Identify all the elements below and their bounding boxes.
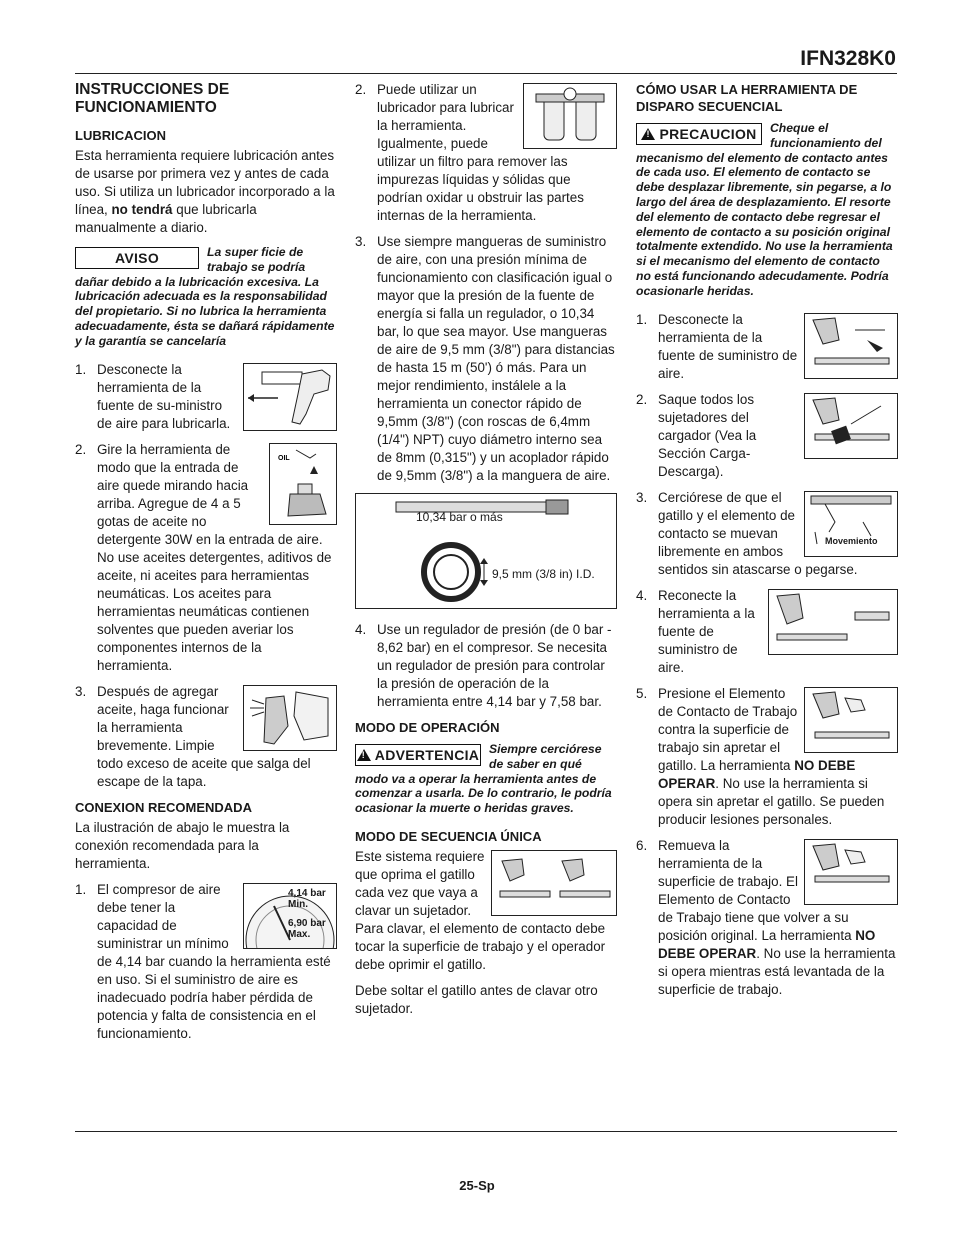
lubrication-paragraph: Esta herramienta requiere lubricación antes de usarse por primera vez y antes de cada uso. Si utiliza un lubricador incorporado a la línea, no tendrá que lubricarla manualmente a diario. (75, 148, 335, 235)
reconnect-figure (768, 589, 898, 655)
precaucion-badge: ! PRECAUCION (636, 123, 762, 145)
model-number: IFN328K0 (800, 47, 896, 70)
list-item: 3. Movemiento Cerciórese de que el gatillo y el elemento de contacto se muevan libremente en ambos sentidos sin atascarse o pegarse. (636, 489, 898, 579)
operation-mode-heading: MODO DE OPERACIÓN (355, 720, 500, 735)
section-title: INSTRUCCIONES DE FUNCIONAMIENTO (75, 81, 230, 116)
lift-tool-figure (804, 839, 898, 905)
movement-figure: Movemiento (804, 491, 898, 557)
column-3 (636, 81, 898, 1007)
column-1 (75, 81, 337, 1051)
svg-text:OIL: OIL (278, 454, 290, 462)
lubrication-heading: LUBRICACION (75, 128, 166, 143)
connection-steps (75, 881, 337, 1043)
warning-icon (641, 128, 655, 140)
single-sequence-paragraph: Este sistema requiere que oprima el gatillo cada vez que vaya a clavar un sujetador. Para clavar, el elemento de contacto debe tocar la superficie de trabajo y el operador debe oprimir el gatillo. (355, 848, 617, 974)
filter-lubricator-figure (523, 83, 617, 149)
list-item: 2. OIL Gire la herramienta de modo que la entrada de aire quede mirando hacia arriba. Agregue de 4 a 5 gotas de aceite no detergente 30W en la entrada de aire. No use aceites detergentes, aditivos de aceite, ni aceites para herramientas neumáticas. Los aceites para herramientas neumáticas contienen solventes que pueden averiar los componentes internos de la herramienta. (75, 441, 337, 675)
run-tool-figure (243, 685, 337, 751)
list-item: 2. Puede utilizar un lubricador para lubricar la herramienta. Igualmente, puede utilizar un filtro para remover las impurezas líquidas y sólidas que podrían oxidar u obstruir las partes internas de la herramienta. (355, 81, 617, 225)
lubrication-steps (75, 361, 337, 791)
aviso-notice: AVISO La super ficie de trabajo se podría dañar debido a la lubricación excesiva. La lubricación adecuada es la responsabilidad del propietario. Si no lubrica la herramienta adecuadamente, ésta se dañará rápidamente y la garantía se cancelaría (75, 245, 335, 348)
hose-figure (355, 493, 617, 609)
list-item: 6. Remueva la herramienta de la superficie de trabajo. El Elemento de Contacto de Trabajo tiene que volver a su posición original. La herramienta NO DEBE OPERAR. No use la herramienta si opera mientras está levantada de la superficie de trabajo. (636, 837, 898, 999)
aviso-badge: AVISO (75, 247, 199, 269)
sequential-steps (636, 311, 898, 999)
list-item: 3. Después de agregar aceite, haga funcionar la herramienta brevemente. Limpie todo exceso de aceite que salga del escape de la tapa. (75, 683, 337, 791)
list-item: 4. Use un regulador de presión (de 0 bar - 8,62 bar) en el compresor. Se necesita un regulador de presión para controlar la presión de operación de la herramienta entre 4,14 bar y 7,58 bar. (355, 622, 612, 709)
advertencia-notice: ! ADVERTENCIA Siempre cerciórese de saber en qué modo va a operar la herramienta antes de comenzar a usarla. De lo contrario, le podría ocasionar la muerte o heridas graves. (355, 742, 617, 816)
bottom-rule (75, 1131, 897, 1132)
warning-icon (357, 749, 371, 761)
connection-heading: CONEXION RECOMENDADA (75, 799, 252, 815)
disconnect-figure (243, 363, 337, 431)
list-item: 1. Desconecte la herramienta de la fuente de suministro de aire. (636, 311, 898, 383)
list-item: 1. 4,14 bar Min. 6,90 bar Max. El compresor de aire debe tener la capacidad de suministrar un mínimo de 4,14 bar cuando la herramienta esté en uso. Si el suministro de aire es inadecuado podría haber pérdida de potencia y falta de consistencia en el funcionamiento. (75, 881, 337, 1043)
advertencia-badge: ! ADVERTENCIA (355, 744, 481, 766)
hose-pressure-label: 10,34 bar o más (416, 510, 503, 524)
precaucion-notice: ! PRECAUCION Cheque el funcionamiento del mecanismo del elemento de contacto antes de cada uso. El elemento de contacto se debe desplazar libremente, sin pegarse, a lo largo del área de desplazamiento. El resorte del elemento de contacto debe regresar el elemento de contacto a su posición original totalmente extendido. No use la herramienta si el mecanismo del elemento de contacto no está funcionando adecudamente. Podría ocasionarle heridas. (636, 121, 898, 299)
oil-figure (269, 443, 337, 525)
disconnect-tool-figure (804, 313, 898, 379)
single-sequence-figure (491, 850, 617, 916)
connection-steps-continued (355, 81, 617, 485)
regulator-steps (355, 621, 617, 711)
pressure-gauge-figure: 4,14 bar Min. 6,90 bar Max. (243, 883, 337, 949)
list-item: 2. Saque todos los sujetadores del cargador (Vea la Sección Carga-Descarga). (636, 391, 898, 481)
remove-fasteners-figure (804, 393, 898, 459)
connection-paragraph: La ilustración de abajo le muestra la conexión recomendada para la herramienta. (75, 819, 290, 871)
press-contact-figure (804, 687, 898, 753)
list-item: 1. Desconecte la herramienta de la fuente de su-ministro de aire para lubricarla. (75, 361, 337, 433)
single-sequence-paragraph-2: Debe soltar el gatillo antes de clavar otro sujetador. (355, 982, 598, 1016)
column-2 (355, 81, 617, 1026)
single-sequence-heading: MODO DE SECUENCIA ÚNICA (355, 828, 542, 844)
sequential-heading: CÓMO USAR LA HERRAMIENTA DE DISPARO SECUENCIAL (636, 82, 858, 114)
page-number: 25-Sp (459, 1178, 495, 1193)
list-item: 4. Reconecte la herramienta a la fuente de suministro de aire. (636, 587, 898, 677)
list-item: 3. Use siempre mangueras de suministro de aire, con una presión mínima de funcionamiento con clasificación igual o mayor que la presión de la fuente de energía si falla un regulador, o 10,34 bar, lo que sea mayor. Use mangueras de aire de 9,5 mm (3/8") para distancias de hasta 15 m (50') ó más. Para un mejor rendimiento, instálele a la herramienta un conector rápido de 9,5mm (3/8") (con roscas de 6,4mm (1/4") NPT) cuyo diámetro interno sea de 8mm (0,315") y un acoplador rápido de 9,5mm (3/8") a la manguera de aire. (355, 234, 615, 483)
top-rule (75, 73, 897, 74)
list-item: 5. Presione el Elemento de Contacto de Trabajo contra la superficie de trabajo sin apretar el gatillo. La herramienta NO DEBE OPERAR. No use la herramienta si opera sin apretar el gatillo. Se pueden producir lesiones personales. (636, 685, 898, 829)
hose-diameter-label: 9,5 mm (3/8 in) I.D. (492, 567, 595, 581)
